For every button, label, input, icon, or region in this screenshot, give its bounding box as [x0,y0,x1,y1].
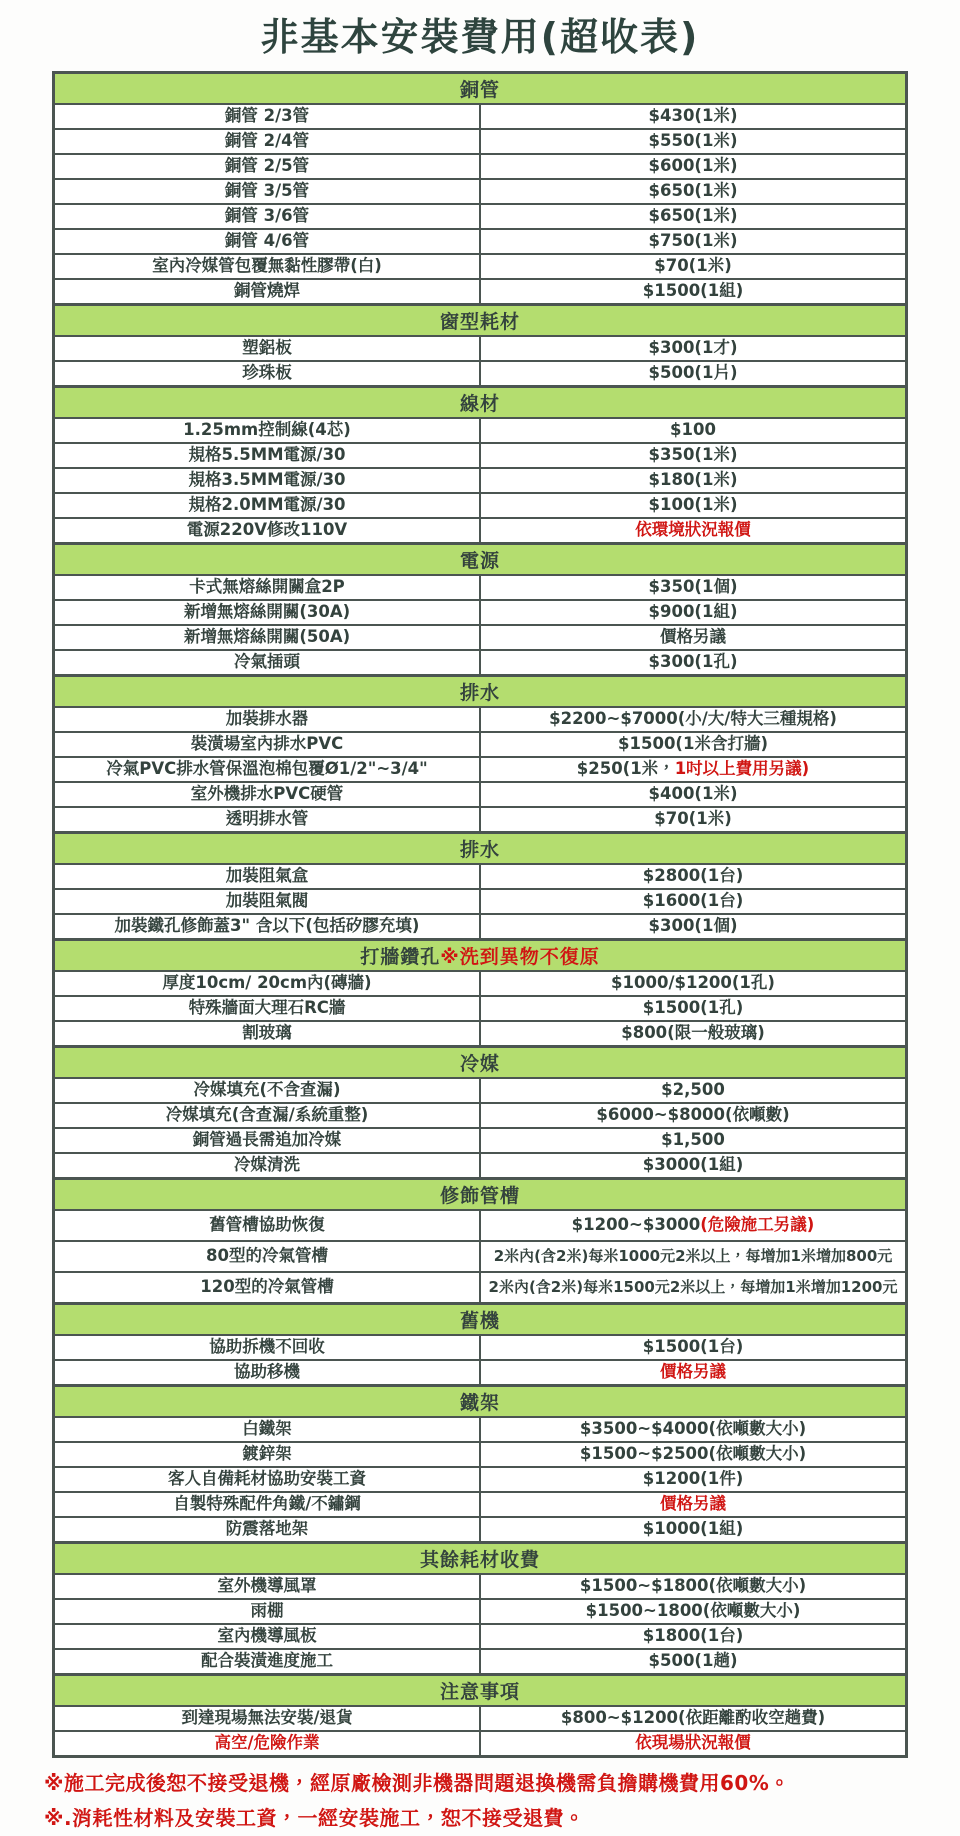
text-segment: 室外機導風罩 [217,1576,317,1596]
item-label-cell [55,230,481,253]
table-row [55,1707,905,1732]
table-row [55,1418,905,1443]
text-segment: $3000(1組) [642,1155,744,1175]
section-header [55,544,905,576]
price-value-cell [481,708,905,731]
price-value-cell [481,890,905,913]
text-segment: $1500(1台) [642,1337,744,1357]
footnote: ※.消耗性材料及安裝工資，一經安裝施工，恕不接受退費。 [44,1806,585,1830]
price-value-cell [481,783,905,806]
price-value-cell [481,626,905,649]
text-segment: 鐵架 [459,1392,500,1414]
page-title: 非基本安裝費用(超收表) [260,15,700,59]
table-row [55,519,905,544]
section-header [55,676,905,708]
text-segment: 割玻璃 [242,1023,292,1043]
text-segment: 線材 [459,393,500,415]
price-value-cell [481,155,905,178]
price-value-cell [481,576,905,599]
price-value-cell [481,865,905,888]
table-row [55,972,905,997]
text-segment: $1600(1台) [642,891,744,911]
price-value-cell [481,1242,905,1271]
price-value-cell [481,1650,905,1673]
price-value-cell [481,1104,905,1127]
item-label-cell [55,708,481,731]
section-header [55,74,905,105]
text-segment: $1,500 [661,1130,725,1150]
table-row [55,280,905,305]
table-row [55,915,905,940]
item-label-cell [55,915,481,938]
item-label-cell [55,808,481,831]
item-label-cell [55,1732,481,1755]
text-segment: 2米內(含2米)每米1000元2米以上，每增加1米增加800元 [493,1246,893,1265]
table-row [55,865,905,890]
text-segment: 銅管 3/6管 [224,206,310,226]
item-label-cell [55,1154,481,1177]
text-segment: 銅管 2/3管 [224,106,310,126]
table-row [55,1625,905,1650]
text-segment: $6000~$8000(依噸數) [596,1105,790,1125]
price-value-cell [481,130,905,153]
table-row [55,708,905,733]
price-value-cell [481,1518,905,1541]
text-segment: $1200~$3000 [571,1215,701,1235]
price-value-cell [481,494,905,517]
item-label-cell [55,105,481,128]
text-segment: 雨棚 [250,1601,284,1621]
price-value-cell [481,519,905,542]
price-value-cell [481,651,905,674]
table-row [55,1211,905,1242]
text-segment: $3500~$4000(依噸數大小) [579,1419,807,1439]
text-segment: $250(1米， [576,759,675,779]
text-segment: 排水 [459,682,500,704]
price-value-cell [481,362,905,385]
item-label-cell [55,1079,481,1102]
text-segment-red: 高空/危險作業 [214,1733,320,1753]
price-value-cell [481,337,905,360]
table-row [55,105,905,130]
item-label-cell [55,1468,481,1491]
table-row [55,1493,905,1518]
text-segment: 自製特殊配件角鐵/不鏽鋼 [173,1494,361,1514]
item-label-cell [55,1361,481,1384]
text-segment: 加裝鐵孔修飾蓋3" 含以下(包括矽膠充填) [114,916,420,936]
table-row [55,1650,905,1675]
item-label-cell [55,1336,481,1359]
text-segment: 價格另議 [660,627,726,647]
text-segment: 防震落地架 [225,1519,309,1539]
table-row [55,419,905,444]
text-segment: $1500(1孔) [642,998,744,1018]
table-row [55,626,905,651]
text-segment: 室內冷媒管包覆無黏性膠帶(白) [152,256,382,276]
text-segment-red: 價格另議 [660,1494,726,1514]
table-row [55,1129,905,1154]
text-segment: 冷媒填充(不含查漏) [193,1080,341,1100]
table-row [55,1468,905,1493]
price-table [52,71,908,1758]
text-segment-red: 依環境狀況報價 [635,520,751,540]
price-value-cell [481,419,905,442]
text-segment: $350(1個) [648,577,738,597]
price-value-cell [481,915,905,938]
item-label-cell [55,1443,481,1466]
table-row [55,601,905,626]
table-row [55,130,905,155]
price-value-cell [481,601,905,624]
text-segment-red: (危險施工另議) [700,1215,815,1235]
text-segment: 加裝阻氣盒 [225,866,309,886]
table-row [55,808,905,833]
section-header [55,1386,905,1418]
price-value-cell [481,280,905,303]
price-value-cell [481,1625,905,1648]
text-segment: 規格5.5MM電源/30 [188,445,346,465]
text-segment: $1500~1800(依噸數大小) [585,1601,801,1621]
price-value-cell [481,180,905,203]
section-header [55,1179,905,1211]
price-value-cell [481,105,905,128]
text-segment: 特殊牆面大理石RC牆 [188,998,346,1018]
text-segment: $900(1組) [648,602,738,622]
price-sheet-page [0,6,960,1836]
text-segment: 120型的冷氣管槽 [200,1277,334,1297]
text-segment: $100(1米) [648,495,738,515]
price-value-cell [481,808,905,831]
item-label-cell [55,1575,481,1598]
text-segment: $400(1米) [648,784,738,804]
price-value-cell [481,1443,905,1466]
item-label-cell [55,337,481,360]
section-header [55,387,905,419]
text-segment: 舊管槽協助恢復 [209,1215,325,1235]
text-segment-red: ※洗到異物不復原 [440,946,600,968]
text-segment: $500(1片) [648,363,738,383]
text-segment: 透明排水管 [225,809,309,829]
table-row [55,733,905,758]
text-segment: $1500~$2500(依噸數大小) [579,1444,807,1464]
text-segment: 新增無熔絲開關(50A) [183,627,351,647]
text-segment: 注意事項 [439,1681,520,1703]
section-header [55,305,905,337]
price-value-cell [481,1418,905,1441]
table-row [55,1575,905,1600]
table-row [55,1732,905,1755]
text-segment: $430(1米) [648,106,738,126]
item-label-cell [55,205,481,228]
section-header [55,1304,905,1336]
item-label-cell [55,651,481,674]
text-segment: 冷媒 [459,1053,500,1075]
text-segment: $1200(1件) [642,1469,744,1489]
item-label-cell [55,1418,481,1441]
text-segment: 銅管過長需追加冷媒 [192,1130,342,1150]
text-segment: $350(1米) [648,445,738,465]
text-segment: 塑鋁板 [242,338,292,358]
table-row [55,1022,905,1047]
text-segment: $1500~$1800(依噸數大小) [579,1576,807,1596]
text-segment: $2,500 [661,1080,725,1100]
text-segment: $500(1趟) [648,1651,738,1671]
table-row [55,651,905,676]
item-label-cell [55,890,481,913]
item-label-cell [55,280,481,303]
text-segment: 卡式無熔絲開關盒2P [189,577,345,597]
item-label-cell [55,255,481,278]
footnotes [44,1766,944,1836]
text-segment: $70(1米) [654,809,732,829]
table-row [55,230,905,255]
text-segment: 加裝排水器 [225,709,309,729]
table-row [55,255,905,280]
table-row [55,494,905,519]
item-label-cell [55,362,481,385]
text-segment: 銅管 [459,79,500,101]
text-segment: 銅管 2/5管 [224,156,310,176]
price-value-cell [481,997,905,1020]
item-label-cell [55,576,481,599]
text-segment: 裝潢場室內排水PVC [190,734,344,754]
item-label-cell [55,494,481,517]
text-segment: 窗型耗材 [439,311,520,333]
text-segment: $1500(1組) [642,281,744,301]
text-segment: $600(1米) [648,156,738,176]
section-header [55,833,905,865]
text-segment: $650(1米) [648,181,738,201]
item-label-cell [55,1022,481,1045]
item-label-cell [55,419,481,442]
price-value-cell [481,469,905,492]
text-segment: $70(1米) [654,256,732,276]
table-row [55,1336,905,1361]
price-value-cell [481,205,905,228]
item-label-cell [55,130,481,153]
item-label-cell [55,1707,481,1730]
price-value-cell [481,1079,905,1102]
item-label-cell [55,444,481,467]
price-value-cell [481,972,905,995]
section-header [55,1543,905,1575]
text-segment: 打牆鑽孔 [360,946,441,968]
table-row [55,1600,905,1625]
table-row [55,180,905,205]
item-label-cell [55,1650,481,1673]
text-segment: 80型的冷氣管槽 [206,1246,328,1266]
price-value-cell [481,1273,905,1302]
text-segment: $1000/$1200(1孔) [611,973,775,993]
price-value-cell [481,1154,905,1177]
item-label-cell [55,1600,481,1623]
text-segment: 到達現場無法安裝/退貨 [181,1708,353,1728]
table-row [55,1443,905,1468]
price-value-cell [481,733,905,756]
item-label-cell [55,997,481,1020]
item-label-cell [55,1242,481,1271]
text-segment: $300(1個) [648,916,738,936]
text-segment: $1000(1組) [642,1519,744,1539]
item-label-cell [55,180,481,203]
table-row [55,1079,905,1104]
text-segment: 舊機 [459,1310,500,1332]
table-row [55,1242,905,1273]
table-row [55,362,905,387]
text-segment: 1.25mm控制線(4芯) [183,420,351,440]
price-value-cell [481,1361,905,1384]
item-label-cell [55,733,481,756]
table-row [55,890,905,915]
text-segment: $2800(1台) [642,866,744,886]
text-segment: 客人自備耗材協助安裝工資 [168,1469,366,1489]
item-label-cell [55,469,481,492]
text-segment: 2米內(含2米)每米1500元2米以上，每增加1米增加1200元 [488,1277,898,1296]
price-value-cell [481,1707,905,1730]
text-segment: 配合裝潢進度施工 [201,1651,333,1671]
price-value-cell [481,1129,905,1152]
item-label-cell [55,972,481,995]
text-segment: 協助拆機不回收 [209,1337,325,1357]
text-segment: 銅管 4/6管 [224,231,310,251]
item-label-cell [55,1104,481,1127]
table-row [55,1273,905,1304]
table-row [55,205,905,230]
item-label-cell [55,1518,481,1541]
text-segment: 排水 [459,839,500,861]
text-segment: 冷媒填充(含查漏/系統重整) [165,1105,369,1125]
text-segment: $550(1米) [648,131,738,151]
text-segment: 冷氣插頭 [234,652,300,672]
item-label-cell [55,783,481,806]
text-segment-red: 依現場狀況報價 [635,1733,751,1753]
text-segment: 新增無熔絲開關(30A) [183,602,351,622]
item-label-cell [55,155,481,178]
price-value-cell [481,1493,905,1516]
price-value-cell [481,230,905,253]
table-row [55,997,905,1022]
text-segment: $100 [670,420,716,440]
text-segment: $300(1孔) [648,652,738,672]
text-segment: 鍍鋅架 [242,1444,292,1464]
text-segment: $1800(1台) [642,1626,744,1646]
table-row [55,337,905,362]
item-label-cell [55,1273,481,1302]
text-segment-red: 價格另議 [660,1362,726,1382]
table-row [55,1518,905,1543]
text-segment: $300(1才) [648,338,738,358]
price-value-cell [481,1575,905,1598]
table-row [55,758,905,783]
text-segment: 規格3.5MM電源/30 [188,470,346,490]
price-value-cell [481,1600,905,1623]
text-segment: 銅管 2/4管 [224,131,310,151]
price-value-cell [481,444,905,467]
text-segment: 白鐵架 [242,1419,292,1439]
text-segment: $1500(1米含打牆) [618,734,768,754]
text-segment: 規格2.0MM電源/30 [188,495,346,515]
item-label-cell [55,1129,481,1152]
text-segment: 室外機排水PVC硬管 [190,784,344,804]
price-value-cell [481,1468,905,1491]
price-value-cell [481,1211,905,1240]
price-value-cell [481,1336,905,1359]
text-segment-red: 1吋以上費用另議) [674,759,810,779]
item-label-cell [55,758,481,781]
table-row [55,783,905,808]
text-segment: 冷媒清洗 [234,1155,300,1175]
text-segment: 協助移機 [234,1362,300,1382]
text-segment: 冷氣PVC排水管保溫泡棉包覆Ø1/2"~3/4" [106,759,428,779]
table-row [55,444,905,469]
table-row [55,1361,905,1386]
text-segment: 室內機導風板 [217,1626,317,1646]
section-header [55,1047,905,1079]
item-label-cell [55,1493,481,1516]
table-row [55,155,905,180]
text-segment: $800~$1200(依距離酌收空趟費) [560,1708,826,1728]
text-segment: 厚度10cm/ 20cm內(磚牆) [162,973,372,993]
text-segment: $180(1米) [648,470,738,490]
text-segment: 加裝阻氣閥 [225,891,309,911]
item-label-cell [55,865,481,888]
text-segment: 電源 [459,550,500,572]
price-value-cell [481,255,905,278]
price-value-cell [481,1732,905,1755]
item-label-cell [55,626,481,649]
text-segment: $800(限一般玻璃) [621,1023,765,1043]
section-header [55,940,905,972]
footnote: ※施工完成後恕不接受退機，經原廠檢測非機器問題退換機需負擔購機費用60%。 [44,1771,790,1795]
item-label-cell [55,1625,481,1648]
table-row [55,1104,905,1129]
table-row [55,469,905,494]
item-label-cell [55,1211,481,1240]
text-segment: $750(1米) [648,231,738,251]
item-label-cell [55,519,481,542]
text-segment: 修飾管槽 [439,1185,520,1207]
text-segment: $2200~$7000(小/大/特大三種規格) [549,709,837,729]
text-segment: $650(1米) [648,206,738,226]
text-segment: 珍珠板 [242,363,292,383]
text-segment: 電源220V修改110V [186,520,348,540]
price-value-cell [481,1022,905,1045]
text-segment: 其餘耗材收費 [419,1549,540,1571]
price-value-cell [481,758,905,781]
text-segment: 銅管 3/5管 [224,181,310,201]
text-segment: 銅管燒焊 [234,281,300,301]
item-label-cell [55,601,481,624]
table-row [55,1154,905,1179]
section-header [55,1675,905,1707]
table-row [55,576,905,601]
